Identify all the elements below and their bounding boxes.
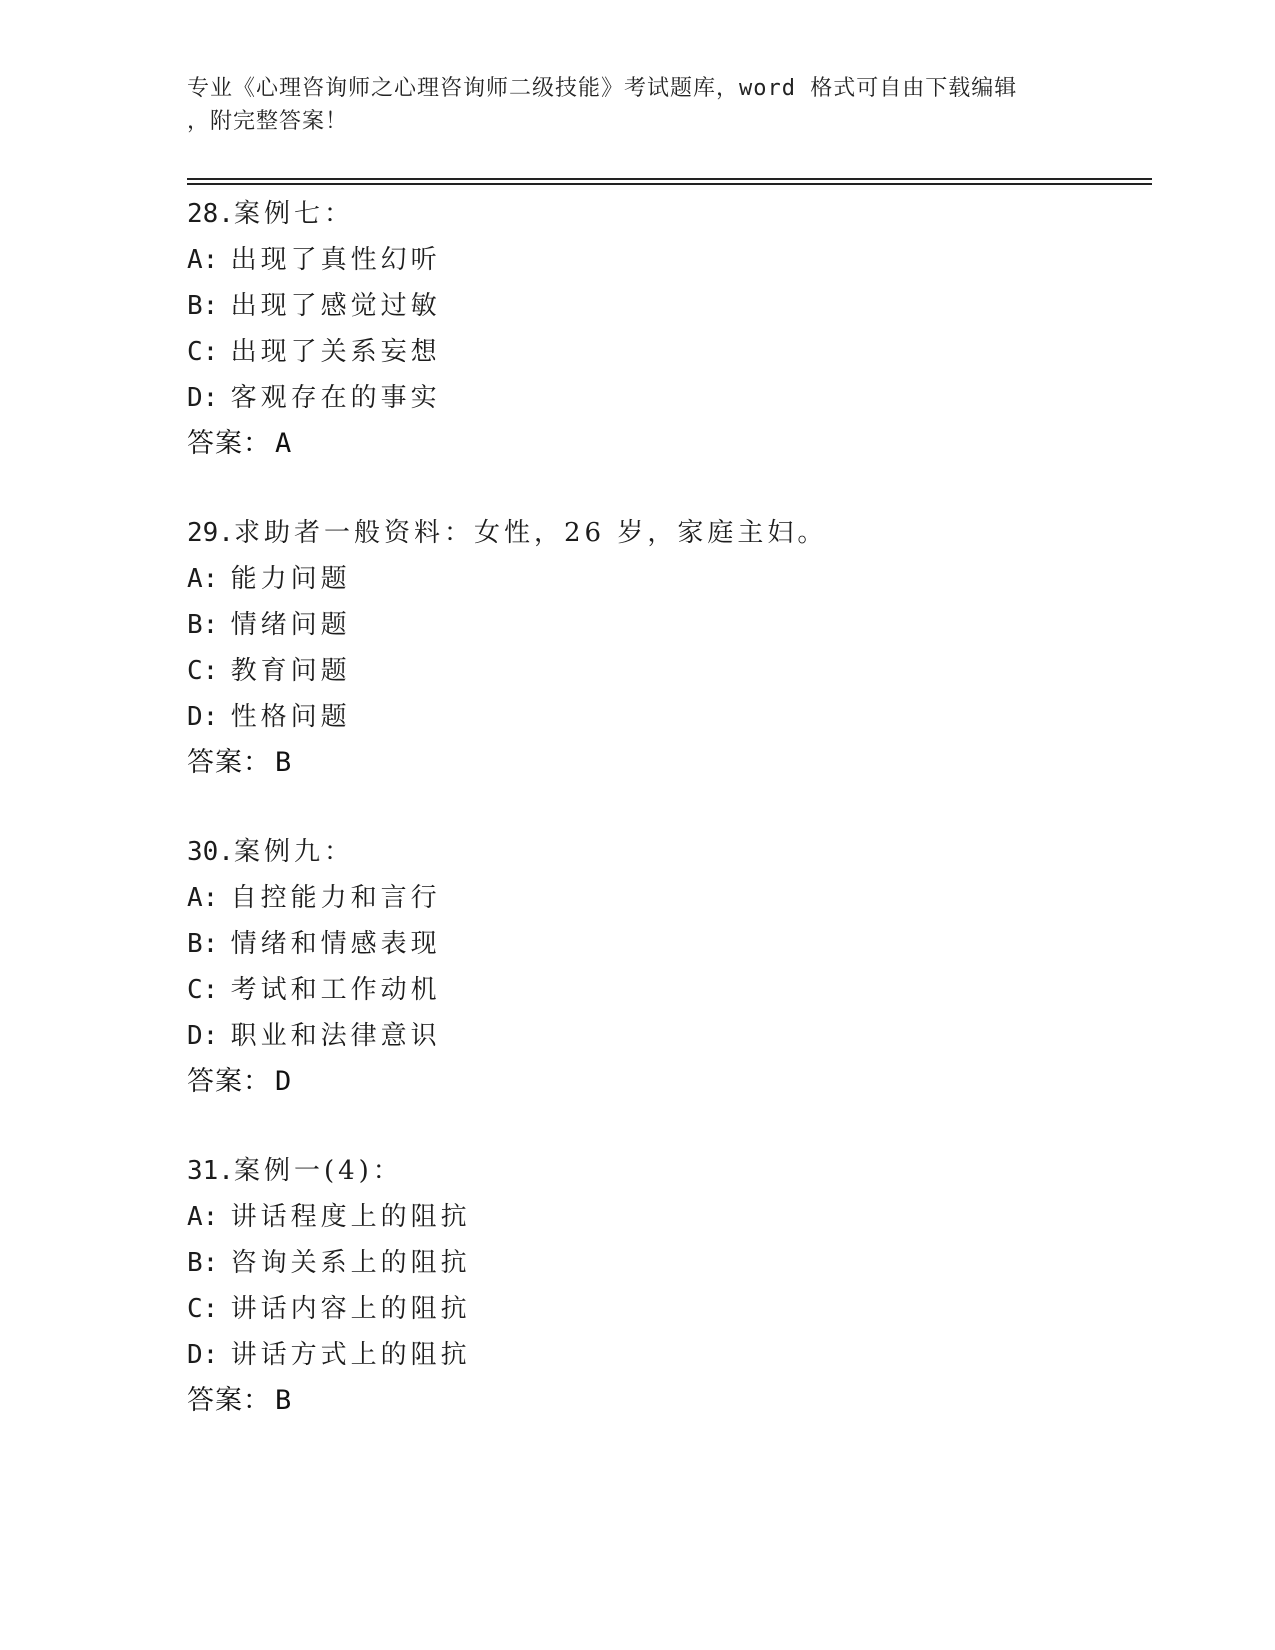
option-d (187, 1332, 1152, 1378)
option-b (187, 602, 1152, 648)
option-letter: B: (187, 291, 219, 321)
option-text: 自控能力和言行 (230, 883, 441, 913)
question-text: 案例七： (233, 199, 354, 229)
header-title-line-2: ，附完整答案！ (187, 109, 349, 134)
option-b (187, 921, 1152, 967)
answer-line (187, 421, 1152, 467)
option-c (187, 967, 1152, 1013)
option-letter: D: (187, 1340, 219, 1370)
header-title-line-1: 专业《心理咨询师之心理咨询师二级技能》考试题库，word 格式可自由下载编辑 (187, 76, 1018, 101)
question-stem (187, 829, 1152, 875)
answer-value: A (275, 428, 293, 459)
question-stem (187, 510, 1152, 556)
question-28 (187, 191, 1152, 467)
answer-label: 答案： (187, 428, 271, 459)
option-b (187, 283, 1152, 329)
option-a (187, 875, 1152, 921)
option-a (187, 1194, 1152, 1240)
option-letter: C: (187, 1294, 219, 1324)
option-text: 能力问题 (230, 564, 351, 594)
option-letter: C: (187, 656, 219, 686)
answer-value: B (275, 1385, 293, 1416)
option-text: 情绪和情感表现 (230, 929, 441, 959)
question-text: 案例九： (233, 837, 354, 867)
option-letter: C: (187, 975, 219, 1005)
option-b (187, 1240, 1152, 1286)
question-text: 求助者一般资料：女性，26 岁，家庭主妇。 (233, 518, 828, 548)
option-a (187, 556, 1152, 602)
header-divider-bottom (187, 183, 1152, 185)
option-text: 职业和法律意识 (230, 1021, 441, 1051)
option-letter: A: (187, 1202, 219, 1232)
option-letter: C: (187, 337, 219, 367)
option-c (187, 329, 1152, 375)
answer-line (187, 740, 1152, 786)
option-text: 讲话方式上的阻抗 (230, 1340, 471, 1370)
option-d (187, 694, 1152, 740)
question-31 (187, 1148, 1152, 1424)
option-d (187, 375, 1152, 421)
option-text: 教育问题 (230, 656, 351, 686)
option-text: 情绪问题 (230, 610, 351, 640)
option-text: 讲话程度上的阻抗 (230, 1202, 471, 1232)
option-letter: B: (187, 610, 219, 640)
answer-label: 答案： (187, 1385, 271, 1416)
question-number: 31. (187, 1156, 234, 1186)
option-text: 客观存在的事实 (230, 383, 441, 413)
answer-value: B (275, 747, 293, 778)
answer-line (187, 1059, 1152, 1105)
option-text: 咨询关系上的阻抗 (230, 1248, 471, 1278)
option-text: 性格问题 (230, 702, 351, 732)
option-text: 考试和工作动机 (230, 975, 441, 1005)
question-number: 28. (187, 199, 234, 229)
option-letter: D: (187, 702, 219, 732)
option-d (187, 1013, 1152, 1059)
document-header (187, 72, 1067, 138)
answer-value: D (275, 1066, 293, 1097)
option-letter: D: (187, 1021, 219, 1051)
option-text: 出现了关系妄想 (230, 337, 441, 367)
option-a (187, 237, 1152, 283)
option-letter: A: (187, 564, 219, 594)
option-letter: A: (187, 245, 219, 275)
question-text: 案例一(4)： (233, 1156, 403, 1186)
option-c (187, 1286, 1152, 1332)
option-letter: B: (187, 1248, 219, 1278)
option-text: 出现了真性幻听 (230, 245, 441, 275)
answer-line (187, 1378, 1152, 1424)
option-letter: B: (187, 929, 219, 959)
question-number: 30. (187, 837, 234, 867)
option-letter: D: (187, 383, 219, 413)
question-stem (187, 1148, 1152, 1194)
header-divider-top (187, 178, 1152, 180)
answer-label: 答案： (187, 747, 271, 778)
question-stem (187, 191, 1152, 237)
question-30 (187, 829, 1152, 1105)
question-list (187, 191, 1152, 1467)
option-text: 讲话内容上的阻抗 (230, 1294, 471, 1324)
option-c (187, 648, 1152, 694)
question-29 (187, 510, 1152, 786)
answer-label: 答案： (187, 1066, 271, 1097)
question-number: 29. (187, 518, 234, 548)
option-letter: A: (187, 883, 219, 913)
option-text: 出现了感觉过敏 (230, 291, 441, 321)
